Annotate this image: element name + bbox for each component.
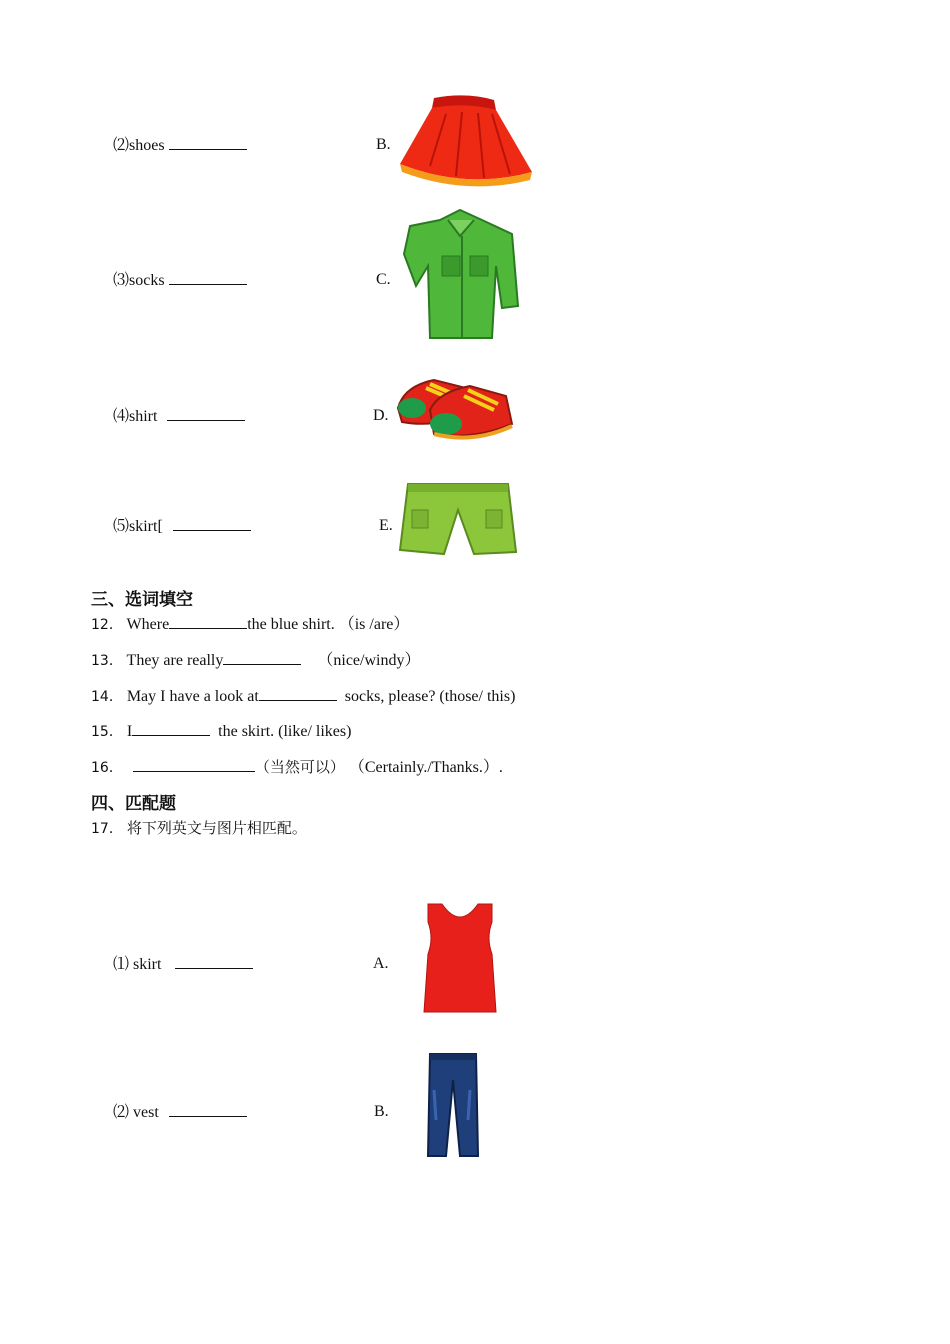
question-14 — [91, 686, 515, 707]
question-number: 14． — [91, 689, 123, 705]
option-letter: B. — [376, 136, 391, 153]
question-hint-cn: （当然可以） — [254, 758, 345, 776]
question-16 — [91, 757, 503, 778]
answer-blank[interactable] — [132, 721, 210, 736]
item-label: ⑸skirt[ — [113, 518, 163, 535]
answer-blank[interactable] — [259, 686, 337, 701]
question-17 — [91, 818, 307, 839]
option-letter: C. — [376, 271, 391, 288]
answer-blank[interactable] — [169, 1102, 247, 1117]
option-letter: E. — [379, 517, 393, 534]
question-text-after: socks, please? (those/ this) — [344, 688, 516, 705]
green-shirt-picture — [400, 206, 522, 344]
question-13 — [91, 650, 420, 671]
answer-blank[interactable] — [169, 270, 247, 285]
question-number: 12． — [91, 617, 123, 633]
red-vest-picture — [420, 902, 500, 1014]
question-text-after: （Certainly./Thanks.）. — [348, 759, 503, 776]
match-item-skirt — [113, 954, 253, 975]
option-letter: A. — [373, 955, 389, 972]
answer-blank[interactable] — [133, 757, 255, 772]
answer-blank[interactable] — [175, 954, 253, 969]
question-number: 16． — [91, 760, 123, 776]
match-item-skirt — [113, 516, 251, 537]
question-text: 将下列英文与图片相匹配。 — [126, 819, 307, 837]
question-12 — [91, 614, 409, 635]
option-letter: D. — [373, 407, 389, 424]
answer-blank[interactable] — [169, 614, 247, 629]
question-text-after: the blue shirt. （is /are） — [247, 616, 410, 633]
question-text-after: （nice/windy） — [317, 652, 421, 669]
item-label: ⑶socks — [113, 272, 165, 289]
answer-blank[interactable] — [169, 135, 247, 150]
answer-blank[interactable] — [167, 406, 245, 421]
question-number: 13． — [91, 653, 123, 669]
answer-blank[interactable] — [223, 650, 301, 665]
question-text-before: Where — [126, 616, 170, 633]
red-green-shoes-picture — [394, 368, 516, 444]
question-number: 17． — [91, 821, 123, 837]
match-item-shoes — [113, 135, 247, 156]
question-number: 15． — [91, 724, 123, 740]
question-text-before: They are really — [126, 652, 224, 669]
question-text-after: the skirt. (like/ likes) — [218, 723, 352, 740]
question-15 — [91, 721, 351, 742]
match-item-vest — [113, 1102, 247, 1123]
match-item-socks — [113, 270, 247, 291]
answer-blank[interactable] — [173, 516, 251, 531]
match-item-shirt — [113, 406, 245, 427]
blue-jeans-picture — [426, 1050, 480, 1160]
section-title: 三、选词填空 — [91, 590, 193, 610]
item-label: ⑵ vest — [113, 1104, 159, 1121]
section-title: 四、匹配题 — [91, 794, 176, 814]
item-label: ⑴ skirt — [113, 956, 162, 973]
red-skirt-picture — [396, 92, 536, 188]
item-label: ⑵shoes — [113, 137, 165, 154]
question-text-before: May I have a look at — [126, 688, 259, 705]
question-text-before: I — [126, 723, 133, 740]
green-shorts-picture — [398, 480, 518, 558]
item-label: ⑷shirt — [113, 408, 158, 425]
option-letter: B. — [374, 1103, 389, 1120]
